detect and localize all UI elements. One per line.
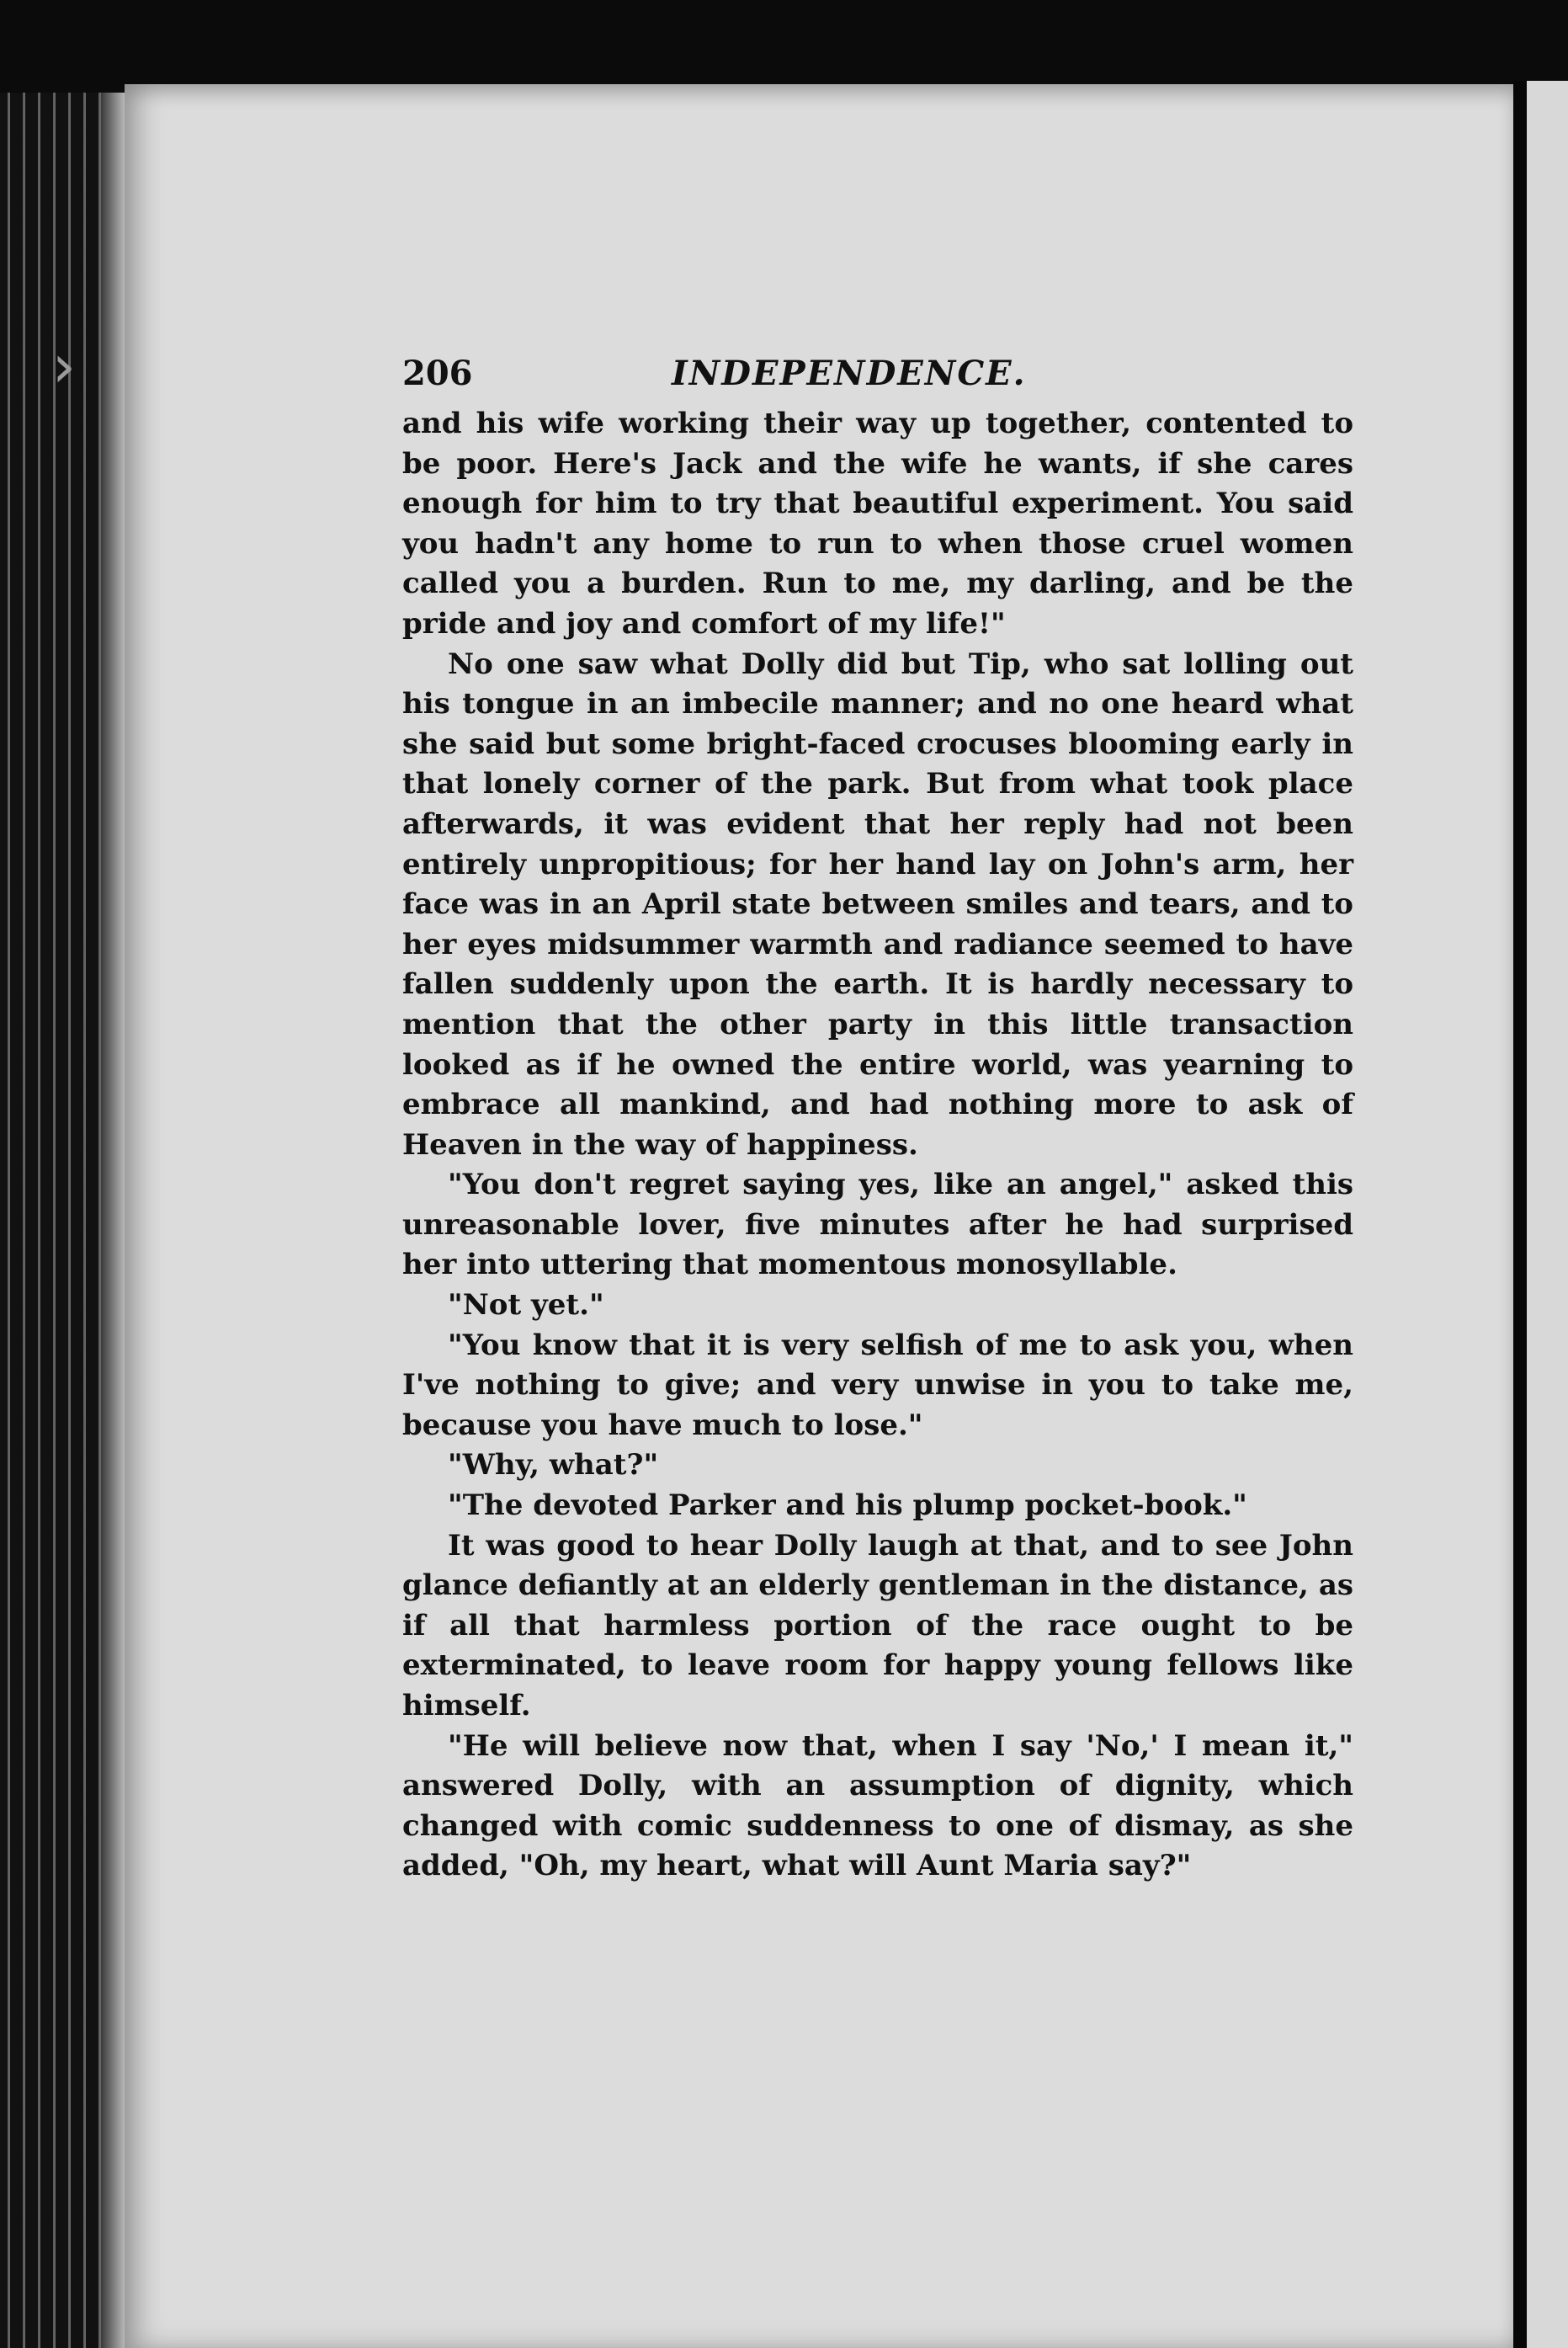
page-number: 206: [402, 354, 473, 393]
paragraph: "You don't regret saying yes, like an angel," asked this unreasonable lover, five minutes after he had surprised her into uttering that momentous monosyllable.: [402, 1168, 1353, 1282]
page-text: [402, 354, 1353, 1887]
book-edge-stripes: [0, 93, 114, 2348]
page-gutter: [1513, 81, 1527, 2348]
paragraph: and his wife working their way up together, contented to be poor. Here's Jack and the wife he wants, if she cares enough for him to try that beautiful experiment. You said you hadn't any home to run to when those cruel women called you a burden. Run to me, my darling, and be the pride and joy and comfort of my life!": [402, 407, 1353, 641]
paragraph: "He will believe now that, when I say 'No,' I mean it," answered Dolly, with an assumption of dignity, which changed with comic suddenness to one of dismay, as she added, "Oh, my heart, what will Aunt Maria say?": [402, 1728, 1353, 1883]
paragraph: No one saw what Dolly did but Tip, who sat lolling out his tongue in an imbecile manner; and no one heard what she said but some bright-faced crocuses blooming early in that lonely corner of the park. But from what took place afterwards, it was evident that her reply had not been entirely unpropitious; for her hand lay on John's arm, her face was in an April state between smiles and tears, and to her eyes midsummer warmth and radiance seemed to have fallen suddenly upon the earth. It is hardly necessary to mention that the other party in this little transaction looked as if he owned the entire world, was yearning to embrace all mankind, and had nothing more to ask of Heaven in the way of happiness.: [402, 647, 1353, 1162]
paragraph: "Not yet.": [448, 1288, 604, 1323]
paragraph: "The devoted Parker and his plump pocket-book.": [448, 1488, 1247, 1523]
paragraph: "Why, what?": [448, 1448, 659, 1483]
running-title: INDEPENDENCE.: [672, 354, 1027, 393]
facing-page-edge: [1527, 81, 1568, 2348]
chevron-right-icon: ›: [52, 332, 76, 401]
book-page-edge: [101, 93, 125, 2348]
running-head: [402, 354, 1353, 396]
paragraph: It was good to hear Dolly laugh at that, and to see John glance defiantly at an elderly gentleman in the distance, as if all that harmless portion of the race ought to be exterminated, to leave room for happy young fellows like himself.: [402, 1528, 1353, 1722]
paragraph: "You know that it is very selfish of me to ask you, when I've nothing to give; and very unwise in you to take me, because you have much to lose.": [402, 1328, 1353, 1442]
